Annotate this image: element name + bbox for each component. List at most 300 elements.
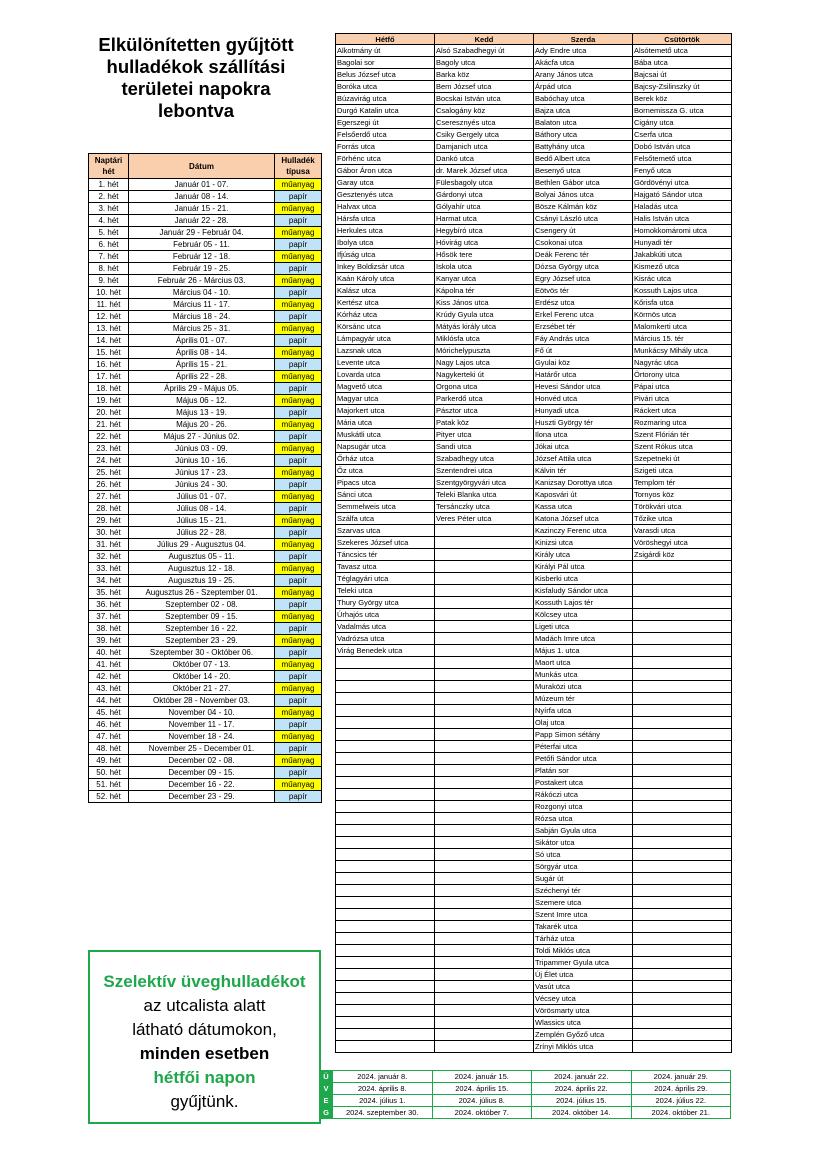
- date-cell: December 02 - 08.: [129, 755, 275, 767]
- week-cell: 7. hét: [89, 251, 129, 263]
- table-row: [336, 621, 732, 633]
- glass-letter-cell: G: [320, 1107, 333, 1119]
- street-cell: [336, 885, 435, 897]
- date-cell: Szeptember 23 - 29.: [129, 635, 275, 647]
- street-cell: Virág Benedek utca: [336, 645, 435, 657]
- street-cell: [336, 813, 435, 825]
- street-cell: Varasdi utca: [633, 525, 732, 537]
- street-cell: Körsánc utca: [336, 321, 435, 333]
- table-row: [336, 777, 732, 789]
- street-cell: [435, 957, 534, 969]
- street-cell: [435, 705, 534, 717]
- street-cell: [633, 969, 732, 981]
- week-cell: 44. hét: [89, 695, 129, 707]
- street-cell: Berek köz: [633, 93, 732, 105]
- street-cell: Tavasz utca: [336, 561, 435, 573]
- street-cell: Szent Rókus utca: [633, 441, 732, 453]
- table-row: [336, 933, 732, 945]
- waste-type-cell: papír: [275, 215, 322, 227]
- street-cell: Vöröshegyi utca: [633, 537, 732, 549]
- table-row: [89, 683, 322, 695]
- table-row: [336, 441, 732, 453]
- table-row: [336, 189, 732, 201]
- table-row: [89, 455, 322, 467]
- street-cell: Damjanich utca: [435, 141, 534, 153]
- table-row: [336, 465, 732, 477]
- waste-type-cell: műanyag: [275, 443, 322, 455]
- street-cell: [633, 837, 732, 849]
- street-cell: Kölcsey utca: [534, 609, 633, 621]
- date-cell: Június 17 - 23.: [129, 467, 275, 479]
- street-cell: [435, 645, 534, 657]
- week-cell: 50. hét: [89, 767, 129, 779]
- street-cell: [633, 597, 732, 609]
- street-cell: Bajcsai út: [633, 69, 732, 81]
- table-row: [336, 57, 732, 69]
- street-cell: Muraközi utca: [534, 681, 633, 693]
- glass-note-line: Szelektív üveghulladékot: [103, 972, 306, 991]
- table-row: [336, 849, 732, 861]
- waste-type-cell: műanyag: [275, 683, 322, 695]
- street-cell: [435, 1029, 534, 1041]
- title-line: lebontva: [157, 100, 235, 121]
- street-cell: Toldi Miklós utca: [534, 945, 633, 957]
- table-row: [89, 263, 322, 275]
- street-cell: [633, 609, 732, 621]
- street-cell: [435, 993, 534, 1005]
- waste-type-cell: papír: [275, 479, 322, 491]
- wednesday-header: Szerda: [534, 34, 633, 45]
- date-cell: Augusztus 05 - 11.: [129, 551, 275, 563]
- street-cell: Zemplén Győző utca: [534, 1029, 633, 1041]
- street-cell: Péterfai utca: [534, 741, 633, 753]
- table-row: [336, 741, 732, 753]
- table-row: [89, 215, 322, 227]
- glass-date-cell: 2024. április 29.: [631, 1083, 731, 1095]
- title-line: területei napokra: [121, 78, 271, 99]
- table-row: [89, 695, 322, 707]
- street-cell: Ibolya utca: [336, 237, 435, 249]
- table-row: [89, 239, 322, 251]
- waste-type-cell: műanyag: [275, 539, 322, 551]
- street-cell: [633, 957, 732, 969]
- street-cell: Úrhajós utca: [336, 609, 435, 621]
- waste-type-cell: műanyag: [275, 467, 322, 479]
- street-cell: Rózsa utca: [534, 813, 633, 825]
- table-row: [89, 251, 322, 263]
- date-cell: Május 27 - Június 02.: [129, 431, 275, 443]
- date-cell: Február 05 - 11.: [129, 239, 275, 251]
- week-cell: 17. hét: [89, 371, 129, 383]
- street-cell: Kőrisfa utca: [633, 297, 732, 309]
- street-cell: [435, 585, 534, 597]
- date-cell: Április 01 - 07.: [129, 335, 275, 347]
- week-cell: 41. hét: [89, 659, 129, 671]
- street-cell: Mórichelypuszta: [435, 345, 534, 357]
- waste-type-cell: műanyag: [275, 419, 322, 431]
- table-row: [336, 885, 732, 897]
- glass-letter-cell: V: [320, 1083, 333, 1095]
- table-row: [336, 489, 732, 501]
- table-row: [336, 165, 732, 177]
- table-row: [336, 357, 732, 369]
- street-cell: Herkules utca: [336, 225, 435, 237]
- table-row: [336, 417, 732, 429]
- week-cell: 5. hét: [89, 227, 129, 239]
- table-row: [336, 81, 732, 93]
- week-cell: 4. hét: [89, 215, 129, 227]
- street-cell: Rozmaring utca: [633, 417, 732, 429]
- table-row: [336, 393, 732, 405]
- street-cell: Határőr utca: [534, 369, 633, 381]
- street-cell: [435, 621, 534, 633]
- street-cell: [633, 633, 732, 645]
- table-row: [320, 1095, 731, 1107]
- week-cell: 16. hét: [89, 359, 129, 371]
- street-cell: Vörösmarty utca: [534, 1005, 633, 1017]
- waste-type-cell: papír: [275, 647, 322, 659]
- street-cell: [633, 753, 732, 765]
- table-row: [89, 443, 322, 455]
- table-row: [89, 383, 322, 395]
- table-row: [336, 753, 732, 765]
- street-cell: [336, 777, 435, 789]
- street-cell: [435, 573, 534, 585]
- table-row: [89, 503, 322, 515]
- street-cell: Erdész utca: [534, 297, 633, 309]
- street-cell: [633, 561, 732, 573]
- street-cell: Bába utca: [633, 57, 732, 69]
- table-row: [336, 837, 732, 849]
- street-cell: [633, 645, 732, 657]
- street-cell: Bösze Kálmán köz: [534, 201, 633, 213]
- table-row: [336, 453, 732, 465]
- street-cell: Kaposvári út: [534, 489, 633, 501]
- table-row: [336, 813, 732, 825]
- table-row: [336, 969, 732, 981]
- street-cell: [633, 825, 732, 837]
- street-cell: Ifjúság utca: [336, 249, 435, 261]
- street-cell: [435, 969, 534, 981]
- street-cell: Táncsics tér: [336, 549, 435, 561]
- table-row: [320, 1107, 731, 1119]
- street-cell: József Attila utca: [534, 453, 633, 465]
- date-cell: December 16 - 22.: [129, 779, 275, 791]
- waste-type-cell: műanyag: [275, 515, 322, 527]
- street-cell: Parkerdő utca: [435, 393, 534, 405]
- table-row: [336, 645, 732, 657]
- street-cell: Kismező utca: [633, 261, 732, 273]
- table-row: [89, 527, 322, 539]
- street-cell: Báthory utca: [534, 129, 633, 141]
- date-cell: November 18 - 24.: [129, 731, 275, 743]
- street-cell: Kanyar utca: [435, 273, 534, 285]
- street-cell: Dózsa György utca: [534, 261, 633, 273]
- date-cell: Január 29 - Február 04.: [129, 227, 275, 239]
- street-cell: Sabján Gyula utca: [534, 825, 633, 837]
- street-cell: [336, 933, 435, 945]
- street-cell: Cserfa utca: [633, 129, 732, 141]
- street-cell: Rozgonyi utca: [534, 801, 633, 813]
- street-cell: Thury György utca: [336, 597, 435, 609]
- street-cell: Semmelweis utca: [336, 501, 435, 513]
- table-row: [336, 237, 732, 249]
- street-cell: Bagolai sor: [336, 57, 435, 69]
- glass-collection-note: [88, 950, 321, 1124]
- street-cell: [435, 825, 534, 837]
- title-line: Elkülönítetten gyűjtött: [98, 34, 294, 55]
- street-cell: [435, 537, 534, 549]
- date-cell: Június 10 - 16.: [129, 455, 275, 467]
- street-cell: [435, 681, 534, 693]
- waste-type-cell: papír: [275, 719, 322, 731]
- waste-type-cell: papír: [275, 791, 322, 803]
- table-row: [89, 299, 322, 311]
- street-cell: Ligeti utca: [534, 621, 633, 633]
- street-cell: [336, 681, 435, 693]
- street-cell: Muskátli utca: [336, 429, 435, 441]
- street-cell: [633, 945, 732, 957]
- table-row: [336, 981, 732, 993]
- glass-date-cell: 2024. október 14.: [532, 1107, 632, 1119]
- table-row: [336, 585, 732, 597]
- street-cell: Gesztenyés utca: [336, 189, 435, 201]
- street-cell: Vasút utca: [534, 981, 633, 993]
- street-cell: Nagykerteki út: [435, 369, 534, 381]
- street-cell: Szigeti utca: [633, 465, 732, 477]
- week-cell: 8. hét: [89, 263, 129, 275]
- waste-type-cell: műanyag: [275, 755, 322, 767]
- street-cell: [435, 1005, 534, 1017]
- week-cell: 10. hét: [89, 287, 129, 299]
- street-cell: Vadalmás utca: [336, 621, 435, 633]
- street-cell: Lámpagyár utca: [336, 333, 435, 345]
- glass-date-cell: 2024. október 7.: [432, 1107, 532, 1119]
- table-row: [336, 105, 732, 117]
- street-cell: Akácfa utca: [534, 57, 633, 69]
- street-cell: Bedő Albert utca: [534, 153, 633, 165]
- table-row: [336, 129, 732, 141]
- street-cell: [633, 585, 732, 597]
- table-row: [89, 359, 322, 371]
- street-cell: [435, 813, 534, 825]
- street-cell: Bethlen Gábor utca: [534, 177, 633, 189]
- street-cell: [336, 969, 435, 981]
- street-cell: Szekeres József utca: [336, 537, 435, 549]
- street-cell: Fő út: [534, 345, 633, 357]
- date-cell: Október 21 - 27.: [129, 683, 275, 695]
- glass-letter-cell: Ü: [320, 1071, 333, 1083]
- glass-dates-body: [320, 1071, 731, 1119]
- street-cell: Hunyadi utca: [534, 405, 633, 417]
- week-cell: 15. hét: [89, 347, 129, 359]
- table-row: [336, 609, 732, 621]
- date-cell: Október 14 - 20.: [129, 671, 275, 683]
- date-cell: Május 20 - 26.: [129, 419, 275, 431]
- table-row: [89, 635, 322, 647]
- glass-date-cell: 2024. január 15.: [432, 1071, 532, 1083]
- street-cell: [336, 849, 435, 861]
- waste-type-cell: műanyag: [275, 611, 322, 623]
- glass-date-cell: 2024. szeptember 30.: [333, 1107, 433, 1119]
- street-cell: [336, 789, 435, 801]
- waste-type-cell: műanyag: [275, 707, 322, 719]
- street-cell: Haladás utca: [633, 201, 732, 213]
- date-cell: Április 15 - 21.: [129, 359, 275, 371]
- waste-type-cell: papír: [275, 455, 322, 467]
- table-row: [89, 491, 322, 503]
- table-row: [89, 539, 322, 551]
- street-cell: Hajgató Sándor utca: [633, 189, 732, 201]
- street-cell: Kisfaludy Sándor utca: [534, 585, 633, 597]
- street-cell: [336, 717, 435, 729]
- street-cell: [435, 849, 534, 861]
- waste-type-cell: műanyag: [275, 731, 322, 743]
- street-cell: Királyi Pál utca: [534, 561, 633, 573]
- table-row: [336, 1017, 732, 1029]
- table-row: [89, 755, 322, 767]
- street-cell: [633, 717, 732, 729]
- street-cell: Kalász utca: [336, 285, 435, 297]
- date-cell: Augusztus 12 - 18.: [129, 563, 275, 575]
- date-cell: Október 28 - November 03.: [129, 695, 275, 707]
- table-row: [336, 693, 732, 705]
- glass-note-line: gyűjtünk.: [170, 1092, 239, 1111]
- street-cell: [633, 861, 732, 873]
- week-cell: 49. hét: [89, 755, 129, 767]
- street-cell: Vécsey utca: [534, 993, 633, 1005]
- street-cell: Babóchay utca: [534, 93, 633, 105]
- glass-date-cell: 2024. január 22.: [532, 1071, 632, 1083]
- glass-date-cell: 2024. július 22.: [631, 1095, 731, 1107]
- street-cell: [435, 777, 534, 789]
- street-cell: Felsőtemető utca: [633, 153, 732, 165]
- street-cell: Bajcsy-Zsilinszky út: [633, 81, 732, 93]
- table-row: [336, 573, 732, 585]
- street-cell: [336, 657, 435, 669]
- week-cell: 45. hét: [89, 707, 129, 719]
- week-cell: 38. hét: [89, 623, 129, 635]
- street-cell: Alkotmány út: [336, 45, 435, 57]
- street-cell: Deák Ferenc tér: [534, 249, 633, 261]
- street-cell: Napsugár utca: [336, 441, 435, 453]
- street-cell: Szepetneki út: [633, 453, 732, 465]
- date-cell: Április 22 - 28.: [129, 371, 275, 383]
- street-cell: [336, 729, 435, 741]
- waste-type-cell: papír: [275, 599, 322, 611]
- street-cell: [633, 873, 732, 885]
- street-cell: Battyhány utca: [534, 141, 633, 153]
- week-cell: 19. hét: [89, 395, 129, 407]
- waste-type-cell: papír: [275, 239, 322, 251]
- table-row: [89, 311, 322, 323]
- table-row: [89, 323, 322, 335]
- tuesday-header: Kedd: [435, 34, 534, 45]
- street-cell: Kossuth Lajos tér: [534, 597, 633, 609]
- street-cell: [435, 897, 534, 909]
- week-cell: 26. hét: [89, 479, 129, 491]
- table-row: [336, 153, 732, 165]
- table-row: [336, 669, 732, 681]
- street-cell: Sánci utca: [336, 489, 435, 501]
- street-cell: Dankó utca: [435, 153, 534, 165]
- street-cell: Ráckert utca: [633, 405, 732, 417]
- street-cell: Szemere utca: [534, 897, 633, 909]
- street-cell: [633, 573, 732, 585]
- waste-type-cell: műanyag: [275, 179, 322, 191]
- week-cell: 13. hét: [89, 323, 129, 335]
- table-row: [89, 731, 322, 743]
- street-cell: Tornyos köz: [633, 489, 732, 501]
- table-row: [336, 681, 732, 693]
- street-cell: Cigány utca: [633, 117, 732, 129]
- waste-type-cell: műanyag: [275, 251, 322, 263]
- street-cell: [435, 909, 534, 921]
- street-cell: Gólyahír utca: [435, 201, 534, 213]
- date-cell: Október 07 - 13.: [129, 659, 275, 671]
- street-cell: [336, 1005, 435, 1017]
- date-cell: November 04 - 10.: [129, 707, 275, 719]
- street-cell: [336, 741, 435, 753]
- week-cell: 39. hét: [89, 635, 129, 647]
- table-row: [336, 345, 732, 357]
- street-cell: Harmat utca: [435, 213, 534, 225]
- street-cell: Tőzike utca: [633, 513, 732, 525]
- street-cell: Pivári utca: [633, 393, 732, 405]
- weekly-schedule-table: [88, 153, 322, 803]
- street-cell: [435, 861, 534, 873]
- table-row: [336, 729, 732, 741]
- street-cell: [633, 1029, 732, 1041]
- street-cell: Egry József utca: [534, 273, 633, 285]
- waste-type-cell: papír: [275, 503, 322, 515]
- glass-letter-cell: E: [320, 1095, 333, 1107]
- street-cell: [336, 837, 435, 849]
- date-cell: Február 19 - 25.: [129, 263, 275, 275]
- street-cell: [633, 705, 732, 717]
- street-cell: Ilona utca: [534, 429, 633, 441]
- street-cell: Miklósfa utca: [435, 333, 534, 345]
- street-cell: [336, 909, 435, 921]
- street-cell: [435, 885, 534, 897]
- date-cell: Május 13 - 19.: [129, 407, 275, 419]
- date-cell: Február 12 - 18.: [129, 251, 275, 263]
- street-cell: [435, 837, 534, 849]
- street-cell: Mária utca: [336, 417, 435, 429]
- street-cell: Egerszegi út: [336, 117, 435, 129]
- waste-type-cell: papír: [275, 695, 322, 707]
- table-row: [89, 287, 322, 299]
- street-cell: Fülesbagoly utca: [435, 177, 534, 189]
- street-cell: Gyulai köz: [534, 357, 633, 369]
- street-cell: Bem József utca: [435, 81, 534, 93]
- week-cell: 21. hét: [89, 419, 129, 431]
- date-cell: Július 08 - 14.: [129, 503, 275, 515]
- street-cell: Kisberki utca: [534, 573, 633, 585]
- street-cell: [336, 753, 435, 765]
- street-cell: Platán sor: [534, 765, 633, 777]
- table-row: [336, 321, 732, 333]
- waste-type-cell: műanyag: [275, 779, 322, 791]
- street-cell: Munkácsy Mihály utca: [633, 345, 732, 357]
- week-cell: 51. hét: [89, 779, 129, 791]
- table-row: [336, 141, 732, 153]
- street-cell: Kaán Károly utca: [336, 273, 435, 285]
- table-row: [336, 381, 732, 393]
- week-cell: 20. hét: [89, 407, 129, 419]
- street-cell: [336, 669, 435, 681]
- table-row: [336, 825, 732, 837]
